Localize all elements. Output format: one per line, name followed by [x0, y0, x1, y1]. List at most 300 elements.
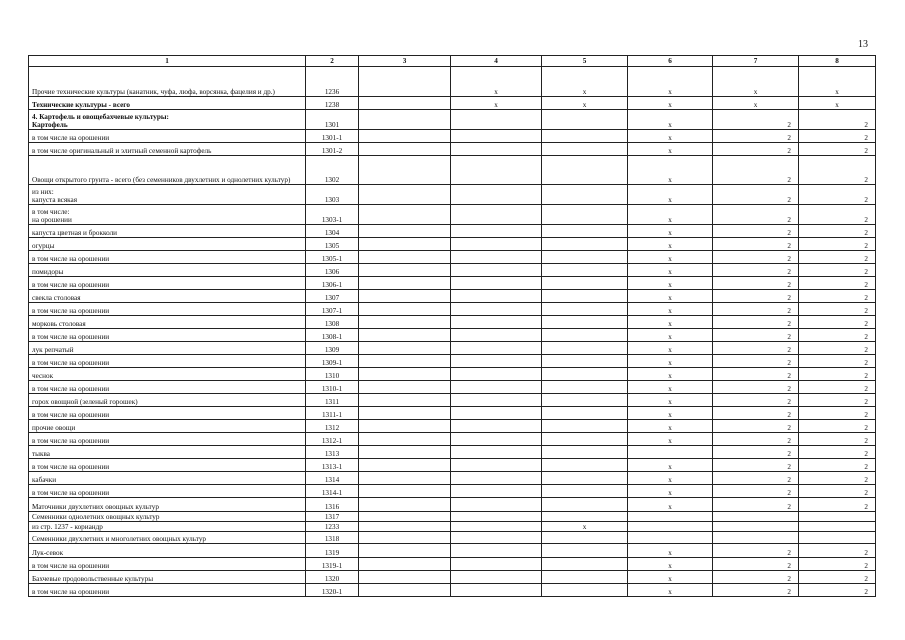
value-cell-col8: 2: [799, 355, 876, 368]
value-cell-col3: [359, 532, 451, 544]
value-cell-col6: x: [628, 316, 713, 329]
value-cell-col4: [451, 433, 542, 446]
value-cell-col3: [359, 485, 451, 498]
value-cell-col5: [542, 251, 628, 264]
row-name-cell: в том числе на орошении: [29, 433, 306, 446]
value-cell-col5: [542, 498, 628, 512]
value-cell-col3: [359, 407, 451, 420]
value-cell-col3: [359, 433, 451, 446]
value-cell-col7: 2: [713, 368, 799, 381]
row-code-cell: 1301: [306, 110, 359, 130]
value-cell-col7: 2: [713, 433, 799, 446]
row-name-cell: в том числе на орошении: [29, 584, 306, 597]
value-cell-col7: 2: [713, 472, 799, 485]
row-code-cell: 1306-1: [306, 277, 359, 290]
value-cell-col4: [451, 205, 542, 225]
row-name-cell: в том числе на орошении: [29, 303, 306, 316]
value-cell-col7: 2: [713, 264, 799, 277]
table-row: [29, 459, 876, 472]
value-cell-col4: [451, 532, 542, 544]
value-cell-col8: 2: [799, 342, 876, 355]
row-name-cell: в том числе: на орошении: [29, 205, 306, 225]
value-cell-col3: [359, 264, 451, 277]
value-cell-col3: [359, 571, 451, 584]
row-name-cell: капуста цветная и брокколи: [29, 225, 306, 238]
value-cell-col6: x: [628, 130, 713, 143]
row-code-cell: 1319: [306, 544, 359, 558]
row-code-cell: 1236: [306, 67, 359, 97]
table-row: [29, 342, 876, 355]
table-row: [29, 558, 876, 571]
value-cell-col7: 2: [713, 251, 799, 264]
value-cell-col3: [359, 316, 451, 329]
value-cell-col6: x: [628, 97, 713, 110]
page-number: 13: [858, 39, 868, 50]
table-row: [29, 394, 876, 407]
value-cell-col4: [451, 407, 542, 420]
value-cell-col3: [359, 329, 451, 342]
table-row: [29, 498, 876, 512]
row-code-cell: 1319-1: [306, 558, 359, 571]
value-cell-col7: 2: [713, 446, 799, 459]
value-cell-col5: [542, 558, 628, 571]
value-cell-col5: [542, 407, 628, 420]
row-code-cell: 1301-1: [306, 130, 359, 143]
value-cell-col6: x: [628, 394, 713, 407]
row-code-cell: 1305: [306, 238, 359, 251]
row-name-cell: Овощи открытого грунта - всего (без семенников двухлетних и однолетних культур): [29, 156, 306, 185]
table-row: [29, 446, 876, 459]
value-cell-col7: 2: [713, 225, 799, 238]
row-name-cell: прочие овощи: [29, 420, 306, 433]
row-code-cell: 1314: [306, 472, 359, 485]
table-row: [29, 522, 876, 532]
value-cell-col5: [542, 544, 628, 558]
value-cell-col8: 2: [799, 205, 876, 225]
row-code-cell: 1303-1: [306, 205, 359, 225]
value-cell-col4: [451, 498, 542, 512]
value-cell-col5: [542, 342, 628, 355]
row-name-cell: из стр. 1237 - кориандр: [29, 522, 306, 532]
value-cell-col5: [542, 433, 628, 446]
value-cell-col8: 2: [799, 544, 876, 558]
value-cell-col8: x: [799, 97, 876, 110]
value-cell-col4: [451, 584, 542, 597]
value-cell-col3: [359, 355, 451, 368]
value-cell-col3: [359, 544, 451, 558]
row-name-cell: помидоры: [29, 264, 306, 277]
value-cell-col5: [542, 472, 628, 485]
row-code-cell: 1310: [306, 368, 359, 381]
row-code-cell: 1309-1: [306, 355, 359, 368]
value-cell-col7: 2: [713, 558, 799, 571]
row-name-cell: Семенники однолетних овощных культур: [29, 512, 306, 522]
value-cell-col7: 2: [713, 205, 799, 225]
table-row: [29, 97, 876, 110]
value-cell-col6: [628, 532, 713, 544]
value-cell-col7: 2: [713, 156, 799, 185]
value-cell-col8: [799, 522, 876, 532]
value-cell-col3: [359, 67, 451, 97]
row-name-cell: в том числе на орошении: [29, 277, 306, 290]
value-cell-col8: 2: [799, 185, 876, 205]
value-cell-col7: 2: [713, 381, 799, 394]
value-cell-col7: x: [713, 67, 799, 97]
row-code-cell: 1312-1: [306, 433, 359, 446]
table-row: [29, 225, 876, 238]
column-header: 5: [542, 56, 628, 67]
value-cell-col6: x: [628, 571, 713, 584]
row-code-cell: 1311-1: [306, 407, 359, 420]
value-cell-col8: 2: [799, 498, 876, 512]
value-cell-col7: x: [713, 97, 799, 110]
value-cell-col5: x: [542, 97, 628, 110]
value-cell-col5: x: [542, 67, 628, 97]
row-code-cell: 1317: [306, 512, 359, 522]
value-cell-col3: [359, 512, 451, 522]
value-cell-col6: x: [628, 264, 713, 277]
value-cell-col4: [451, 571, 542, 584]
value-cell-col8: x: [799, 67, 876, 97]
value-cell-col4: [451, 290, 542, 303]
value-cell-col7: 2: [713, 130, 799, 143]
row-code-cell: 1305-1: [306, 251, 359, 264]
row-code-cell: 1307: [306, 290, 359, 303]
value-cell-col4: [451, 225, 542, 238]
value-cell-col6: x: [628, 433, 713, 446]
table-row: [29, 303, 876, 316]
value-cell-col6: x: [628, 185, 713, 205]
table-row: [29, 355, 876, 368]
value-cell-col8: 2: [799, 584, 876, 597]
value-cell-col4: [451, 355, 542, 368]
crop-area-form-table: [28, 55, 876, 597]
row-name-cell: в том числе на орошении: [29, 355, 306, 368]
value-cell-col8: 2: [799, 407, 876, 420]
value-cell-col3: [359, 522, 451, 532]
value-cell-col4: [451, 110, 542, 130]
row-name-cell: Бахчевые продовольственные культуры: [29, 571, 306, 584]
row-code-cell: 1311: [306, 394, 359, 407]
value-cell-col7: [713, 512, 799, 522]
value-cell-col7: 2: [713, 277, 799, 290]
value-cell-col7: 2: [713, 544, 799, 558]
value-cell-col5: [542, 185, 628, 205]
value-cell-col6: x: [628, 498, 713, 512]
row-code-cell: 1304: [306, 225, 359, 238]
value-cell-col4: [451, 156, 542, 185]
value-cell-col7: 2: [713, 110, 799, 130]
value-cell-col3: [359, 156, 451, 185]
table-row: [29, 532, 876, 544]
value-cell-col8: 2: [799, 394, 876, 407]
value-cell-col6: x: [628, 67, 713, 97]
value-cell-col4: [451, 381, 542, 394]
value-cell-col4: [451, 459, 542, 472]
value-cell-col3: [359, 558, 451, 571]
table-row: [29, 130, 876, 143]
value-cell-col8: 2: [799, 329, 876, 342]
value-cell-col5: [542, 381, 628, 394]
value-cell-col6: x: [628, 342, 713, 355]
value-cell-col7: [713, 522, 799, 532]
value-cell-col5: [542, 130, 628, 143]
value-cell-col7: 2: [713, 498, 799, 512]
value-cell-col3: [359, 394, 451, 407]
table-row: [29, 156, 876, 185]
row-name-cell: в том числе на орошении: [29, 485, 306, 498]
row-name-cell: Технические культуры - всего: [29, 97, 306, 110]
value-cell-col6: x: [628, 420, 713, 433]
table-row: [29, 584, 876, 597]
value-cell-col6: x: [628, 238, 713, 251]
value-cell-col4: [451, 316, 542, 329]
value-cell-col3: [359, 498, 451, 512]
value-cell-col7: 2: [713, 316, 799, 329]
value-cell-col5: [542, 329, 628, 342]
value-cell-col8: 2: [799, 264, 876, 277]
value-cell-col7: 2: [713, 394, 799, 407]
value-cell-col5: [542, 459, 628, 472]
column-header: 2: [306, 56, 359, 67]
value-cell-col6: x: [628, 277, 713, 290]
value-cell-col4: [451, 329, 542, 342]
row-name-cell: в том числе на орошении: [29, 329, 306, 342]
value-cell-col3: [359, 277, 451, 290]
value-cell-col7: 2: [713, 303, 799, 316]
table-row: [29, 381, 876, 394]
value-cell-col5: [542, 355, 628, 368]
table-row: [29, 238, 876, 251]
value-cell-col6: x: [628, 251, 713, 264]
row-code-cell: 1306: [306, 264, 359, 277]
row-code-cell: 1313-1: [306, 459, 359, 472]
value-cell-col3: [359, 472, 451, 485]
value-cell-col6: x: [628, 584, 713, 597]
value-cell-col7: 2: [713, 485, 799, 498]
value-cell-col6: [628, 512, 713, 522]
value-cell-col4: [451, 368, 542, 381]
table-row: [29, 485, 876, 498]
value-cell-col4: [451, 472, 542, 485]
value-cell-col4: [451, 342, 542, 355]
row-name-cell: морковь столовая: [29, 316, 306, 329]
value-cell-col6: x: [628, 459, 713, 472]
row-name-cell: чеснок: [29, 368, 306, 381]
value-cell-col3: [359, 185, 451, 205]
table-row: [29, 205, 876, 225]
table-row: [29, 290, 876, 303]
value-cell-col4: x: [451, 67, 542, 97]
value-cell-col4: [451, 420, 542, 433]
column-number-header-row: [29, 56, 876, 67]
value-cell-col8: 2: [799, 446, 876, 459]
value-cell-col8: 2: [799, 303, 876, 316]
value-cell-col3: [359, 97, 451, 110]
value-cell-col3: [359, 251, 451, 264]
value-cell-col3: [359, 420, 451, 433]
value-cell-col8: 2: [799, 433, 876, 446]
value-cell-col4: x: [451, 97, 542, 110]
value-cell-col8: 2: [799, 251, 876, 264]
value-cell-col8: 2: [799, 420, 876, 433]
column-header: 7: [713, 56, 799, 67]
row-code-cell: 1308-1: [306, 329, 359, 342]
value-cell-col7: 2: [713, 329, 799, 342]
row-code-cell: 1310-1: [306, 381, 359, 394]
row-name-cell: Маточники двухлетних овощных культур: [29, 498, 306, 512]
column-header: 4: [451, 56, 542, 67]
table-row: [29, 571, 876, 584]
table-row: [29, 277, 876, 290]
table-row: [29, 368, 876, 381]
value-cell-col6: x: [628, 329, 713, 342]
table-row: [29, 67, 876, 97]
column-header: 6: [628, 56, 713, 67]
value-cell-col8: 2: [799, 238, 876, 251]
value-cell-col5: [542, 143, 628, 156]
column-header: 1: [29, 56, 306, 67]
table-row: [29, 433, 876, 446]
value-cell-col6: x: [628, 143, 713, 156]
row-name-cell: горох овощной (зеленый горошек): [29, 394, 306, 407]
row-name-cell: в том числе на орошении: [29, 459, 306, 472]
value-cell-col5: [542, 290, 628, 303]
value-cell-col3: [359, 459, 451, 472]
value-cell-col6: x: [628, 110, 713, 130]
value-cell-col5: [542, 584, 628, 597]
value-cell-col7: 2: [713, 238, 799, 251]
row-code-cell: 1302: [306, 156, 359, 185]
value-cell-col6: x: [628, 381, 713, 394]
value-cell-col3: [359, 381, 451, 394]
value-cell-col3: [359, 290, 451, 303]
row-code-cell: 1303: [306, 185, 359, 205]
value-cell-col5: [542, 264, 628, 277]
value-cell-col7: 2: [713, 185, 799, 205]
value-cell-col3: [359, 130, 451, 143]
value-cell-col4: [451, 238, 542, 251]
row-code-cell: 1312: [306, 420, 359, 433]
value-cell-col4: [451, 185, 542, 205]
row-name-cell: огурцы: [29, 238, 306, 251]
value-cell-col3: [359, 342, 451, 355]
value-cell-col7: 2: [713, 407, 799, 420]
value-cell-col7: 2: [713, 459, 799, 472]
row-code-cell: 1301-2: [306, 143, 359, 156]
row-name-cell: из них: капуста всякая: [29, 185, 306, 205]
row-code-cell: 1238: [306, 97, 359, 110]
value-cell-col8: 2: [799, 225, 876, 238]
row-name-cell: 4. Картофель и овощебахчевые культуры: Картофель: [29, 110, 306, 130]
value-cell-col8: 2: [799, 130, 876, 143]
value-cell-col5: [542, 394, 628, 407]
row-code-cell: 1316: [306, 498, 359, 512]
value-cell-col4: [451, 277, 542, 290]
row-name-cell: в том числе на орошении: [29, 251, 306, 264]
value-cell-col5: [542, 446, 628, 459]
row-name-cell: в том числе на орошении: [29, 130, 306, 143]
value-cell-col5: [542, 571, 628, 584]
value-cell-col5: [542, 532, 628, 544]
table-row: [29, 512, 876, 522]
value-cell-col6: x: [628, 368, 713, 381]
value-cell-col5: [542, 156, 628, 185]
value-cell-col4: [451, 512, 542, 522]
value-cell-col7: 2: [713, 355, 799, 368]
value-cell-col6: x: [628, 472, 713, 485]
value-cell-col8: 2: [799, 571, 876, 584]
value-cell-col6: x: [628, 558, 713, 571]
row-name-cell: лук репчатый: [29, 342, 306, 355]
value-cell-col3: [359, 143, 451, 156]
row-code-cell: 1307-1: [306, 303, 359, 316]
value-cell-col3: [359, 225, 451, 238]
value-cell-col5: [542, 110, 628, 130]
value-cell-col8: 2: [799, 316, 876, 329]
value-cell-col4: [451, 143, 542, 156]
value-cell-col5: [542, 277, 628, 290]
value-cell-col6: [628, 446, 713, 459]
value-cell-col5: [542, 205, 628, 225]
value-cell-col5: [542, 316, 628, 329]
value-cell-col8: 2: [799, 472, 876, 485]
table-row: [29, 544, 876, 558]
value-cell-col6: x: [628, 544, 713, 558]
row-name-cell: в том числе на орошении: [29, 558, 306, 571]
value-cell-col5: [542, 420, 628, 433]
value-cell-col8: 2: [799, 459, 876, 472]
value-cell-col3: [359, 238, 451, 251]
value-cell-col3: [359, 205, 451, 225]
value-cell-col6: x: [628, 355, 713, 368]
row-code-cell: 1308: [306, 316, 359, 329]
value-cell-col4: [451, 558, 542, 571]
value-cell-col5: [542, 238, 628, 251]
value-cell-col8: 2: [799, 143, 876, 156]
value-cell-col6: x: [628, 225, 713, 238]
value-cell-col7: 2: [713, 571, 799, 584]
table-row: [29, 420, 876, 433]
value-cell-col8: 2: [799, 558, 876, 571]
row-name-cell: свекла столовая: [29, 290, 306, 303]
value-cell-col4: [451, 522, 542, 532]
value-cell-col3: [359, 446, 451, 459]
value-cell-col6: [628, 522, 713, 532]
value-cell-col4: [451, 446, 542, 459]
value-cell-col8: 2: [799, 368, 876, 381]
value-cell-col6: x: [628, 303, 713, 316]
value-cell-col4: [451, 485, 542, 498]
row-name-cell: в том числе на орошении: [29, 381, 306, 394]
value-cell-col7: 2: [713, 584, 799, 597]
value-cell-col8: 2: [799, 485, 876, 498]
value-cell-col3: [359, 584, 451, 597]
value-cell-col4: [451, 544, 542, 558]
row-code-cell: 1314-1: [306, 485, 359, 498]
row-name-cell: Лук-севок: [29, 544, 306, 558]
value-cell-col6: x: [628, 156, 713, 185]
row-code-cell: 1320: [306, 571, 359, 584]
value-cell-col8: 2: [799, 156, 876, 185]
value-cell-col5: x: [542, 522, 628, 532]
table-row: [29, 316, 876, 329]
row-code-cell: 1309: [306, 342, 359, 355]
value-cell-col8: 2: [799, 381, 876, 394]
value-cell-col3: [359, 303, 451, 316]
row-name-cell: в том числе оригинальный и элитный семенной картофель: [29, 143, 306, 156]
value-cell-col6: x: [628, 407, 713, 420]
